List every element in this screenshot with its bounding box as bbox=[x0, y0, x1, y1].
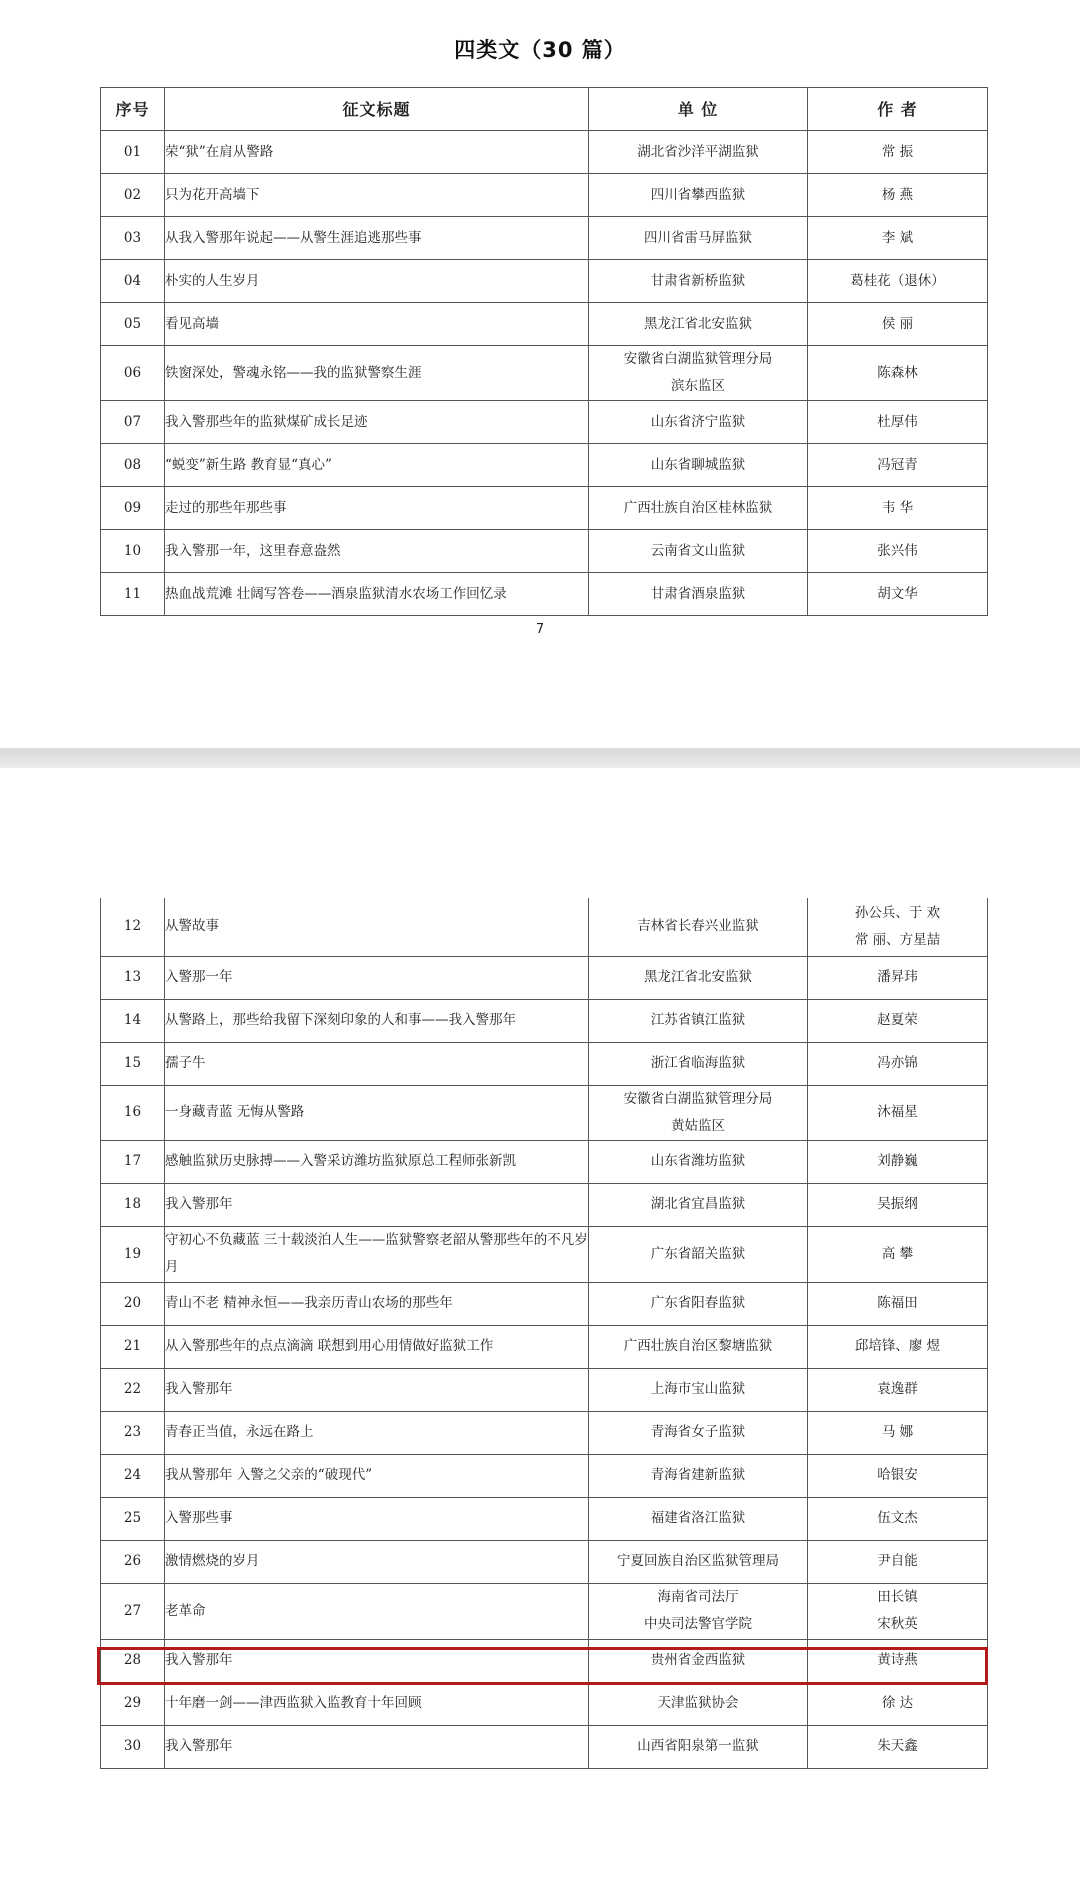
row-essay-title-cell bbox=[165, 1140, 589, 1183]
page-gap bbox=[0, 748, 1080, 768]
row-unit-cell bbox=[589, 1497, 808, 1540]
table-row bbox=[101, 401, 988, 444]
row-author: 潘昇玮 bbox=[877, 969, 918, 985]
table-row bbox=[101, 487, 988, 530]
row-author-cell bbox=[808, 1368, 988, 1411]
row-essay-title-cell bbox=[165, 1368, 589, 1411]
table-row bbox=[101, 1226, 988, 1282]
row-author-cell bbox=[808, 174, 988, 217]
row-essay-title: 青山不老 精神永恒——我亲历青山农场的那些年 bbox=[165, 1295, 453, 1311]
document-title: 四类文（30 篇） bbox=[454, 38, 626, 62]
row-author-cell bbox=[808, 444, 988, 487]
row-number-cell bbox=[101, 1325, 165, 1368]
row-unit-cell bbox=[589, 346, 808, 401]
row-essay-title: 青春正当值，永远在路上 bbox=[165, 1424, 314, 1440]
row-unit-cell bbox=[589, 530, 808, 573]
row-essay-title-cell bbox=[165, 573, 589, 616]
row-essay-title-cell bbox=[165, 487, 589, 530]
row-author: 韦 华 bbox=[881, 499, 914, 516]
row-number-cell bbox=[101, 303, 165, 346]
row-essay-title: 我从警那年 入警之父亲的“破现代” bbox=[165, 1467, 373, 1483]
row-unit: 安徽省白湖监狱管理分局 黄姑监区 bbox=[623, 1090, 773, 1134]
row-author-cell bbox=[808, 1042, 988, 1085]
row-number-cell bbox=[101, 1085, 165, 1140]
row-unit: 山东省潍坊监狱 bbox=[650, 1153, 746, 1169]
row-unit: 山西省阳泉第一监狱 bbox=[637, 1738, 759, 1754]
row-number-cell bbox=[101, 1497, 165, 1540]
row-number: 12 bbox=[123, 918, 142, 935]
row-number: 18 bbox=[123, 1196, 142, 1212]
row-number: 15 bbox=[123, 1055, 142, 1071]
row-number-cell bbox=[101, 573, 165, 616]
row-unit-cell bbox=[589, 1140, 808, 1183]
row-number-cell bbox=[101, 1368, 165, 1411]
row-author-cell bbox=[808, 1226, 988, 1282]
row-unit: 广西壮族自治区桂林监狱 bbox=[623, 499, 773, 516]
row-number-cell bbox=[101, 1282, 165, 1325]
row-unit: 海南省司法厅 中央司法警官学院 bbox=[644, 1589, 752, 1632]
row-unit-cell bbox=[589, 1085, 808, 1140]
row-essay-title-cell bbox=[165, 1183, 589, 1226]
page-number: 7 bbox=[535, 622, 545, 637]
row-unit-cell bbox=[589, 898, 808, 956]
row-author: 吴振纲 bbox=[877, 1196, 918, 1212]
row-essay-title: 我入警那年 bbox=[165, 1196, 233, 1212]
row-author: 陈福田 bbox=[877, 1295, 918, 1311]
row-number: 05 bbox=[123, 315, 142, 332]
header-no: 序号 bbox=[101, 88, 165, 131]
row-unit: 湖北省宜昌监狱 bbox=[650, 1196, 746, 1212]
row-number-cell bbox=[101, 1454, 165, 1497]
row-essay-title: 守初心不负藏蓝 三十载淡泊人生——监狱警察老韶从警那些年的不凡岁月 bbox=[165, 1232, 588, 1275]
row-number-cell bbox=[101, 1583, 165, 1639]
row-author: 徐 达 bbox=[881, 1695, 914, 1711]
row-unit-cell bbox=[589, 487, 808, 530]
row-number-cell bbox=[101, 1183, 165, 1226]
header-unit: 单 位 bbox=[589, 88, 808, 131]
row-essay-title: 我入警那年 bbox=[165, 1381, 233, 1397]
row-essay-title-cell bbox=[165, 1583, 589, 1639]
row-unit-cell bbox=[589, 1368, 808, 1411]
row-essay-title-cell bbox=[165, 346, 589, 401]
row-essay-title: 热血战荒滩 壮阔写答卷——酒泉监狱清水农场工作回忆录 bbox=[165, 585, 507, 602]
table-row bbox=[101, 1725, 988, 1768]
row-essay-title: 走过的那些年那些事 bbox=[165, 499, 287, 516]
row-number-cell bbox=[101, 346, 165, 401]
row-author-cell bbox=[808, 530, 988, 573]
row-author: 田长镇 宋秋英 bbox=[877, 1589, 918, 1632]
row-author-cell bbox=[808, 898, 988, 956]
row-number: 16 bbox=[123, 1104, 142, 1120]
row-number-cell bbox=[101, 1639, 165, 1682]
row-author: 杜厚伟 bbox=[877, 413, 918, 430]
row-unit-cell bbox=[589, 260, 808, 303]
row-essay-title-cell bbox=[165, 1497, 589, 1540]
row-unit-cell bbox=[589, 1325, 808, 1368]
row-unit: 黑龙江省北安监狱 bbox=[644, 969, 752, 985]
table-row bbox=[101, 217, 988, 260]
row-essay-title-cell bbox=[165, 1454, 589, 1497]
row-author-cell bbox=[808, 1497, 988, 1540]
row-essay-title: 荣“狱”在肩从警路 bbox=[165, 143, 274, 160]
table-row bbox=[101, 1042, 988, 1085]
row-author: 沐福星 bbox=[877, 1104, 918, 1120]
row-unit: 吉林省长春兴业监狱 bbox=[637, 918, 759, 935]
row-essay-title: 看见高墙 bbox=[165, 315, 219, 332]
table-row bbox=[101, 898, 988, 956]
row-author: 袁逸群 bbox=[877, 1381, 918, 1397]
row-author: 胡文华 bbox=[877, 585, 918, 602]
row-unit-cell bbox=[589, 573, 808, 616]
row-essay-title-cell bbox=[165, 401, 589, 444]
row-unit-cell bbox=[589, 401, 808, 444]
row-unit-cell bbox=[589, 217, 808, 260]
row-author: 孙公兵、于 欢 常 丽、方星喆 bbox=[854, 904, 941, 948]
row-number-cell bbox=[101, 444, 165, 487]
table-row bbox=[101, 346, 988, 401]
row-essay-title: 从入警那些年的点点滴滴 联想到用心用情做好监狱工作 bbox=[165, 1338, 494, 1354]
table-row bbox=[101, 174, 988, 217]
row-unit: 浙江省临海监狱 bbox=[650, 1055, 746, 1071]
row-number: 25 bbox=[123, 1510, 142, 1526]
row-number: 21 bbox=[123, 1338, 142, 1354]
row-number: 19 bbox=[123, 1245, 142, 1262]
row-unit: 湖北省沙洋平湖监狱 bbox=[637, 143, 759, 160]
row-unit-cell bbox=[589, 999, 808, 1042]
row-author: 张兴伟 bbox=[877, 542, 918, 559]
row-essay-title: 一身藏青蓝 无悔从警路 bbox=[165, 1104, 305, 1120]
row-number: 04 bbox=[123, 272, 142, 289]
row-unit: 安徽省白湖监狱管理分局 滨东监区 bbox=[623, 351, 773, 394]
row-number-cell bbox=[101, 956, 165, 999]
table-row bbox=[101, 1140, 988, 1183]
table-row bbox=[101, 1085, 988, 1140]
row-author: 杨 燕 bbox=[881, 186, 914, 203]
table-row bbox=[101, 1540, 988, 1583]
table-row bbox=[101, 1411, 988, 1454]
row-essay-title-cell bbox=[165, 898, 589, 956]
table-row bbox=[101, 1497, 988, 1540]
row-essay-title-cell bbox=[165, 1282, 589, 1325]
row-unit: 黑龙江省北安监狱 bbox=[644, 315, 752, 332]
row-unit: 上海市宝山监狱 bbox=[650, 1381, 746, 1397]
row-number-cell bbox=[101, 174, 165, 217]
row-author-cell bbox=[808, 1140, 988, 1183]
row-unit-cell bbox=[589, 174, 808, 217]
row-essay-title-cell bbox=[165, 303, 589, 346]
row-number: 30 bbox=[123, 1738, 142, 1754]
row-unit: 天津监狱协会 bbox=[657, 1695, 739, 1711]
row-essay-title: 只为花开高墙下 bbox=[165, 186, 260, 203]
row-essay-title-cell bbox=[165, 1682, 589, 1725]
table-row bbox=[101, 1682, 988, 1725]
table-row bbox=[101, 573, 988, 616]
row-unit: 四川省攀西监狱 bbox=[650, 186, 746, 203]
row-essay-title-cell bbox=[165, 131, 589, 174]
row-number: 10 bbox=[123, 542, 142, 559]
row-unit-cell bbox=[589, 1540, 808, 1583]
row-number: 17 bbox=[123, 1153, 142, 1169]
row-number-cell bbox=[101, 1042, 165, 1085]
row-author: 李 斌 bbox=[881, 229, 914, 246]
row-number: 24 bbox=[123, 1467, 142, 1483]
row-author-cell bbox=[808, 1540, 988, 1583]
row-author-cell bbox=[808, 131, 988, 174]
row-essay-title: 孺子牛 bbox=[165, 1055, 206, 1071]
row-number-cell bbox=[101, 131, 165, 174]
row-unit-cell bbox=[589, 303, 808, 346]
row-essay-title: “蜕变”新生路 教育显“真心” bbox=[165, 456, 332, 473]
table-row bbox=[101, 999, 988, 1042]
row-author-cell bbox=[808, 1583, 988, 1639]
table-row bbox=[101, 956, 988, 999]
row-unit: 甘肃省酒泉监狱 bbox=[650, 585, 746, 602]
row-number-cell bbox=[101, 1725, 165, 1768]
row-essay-title: 入警那一年 bbox=[165, 969, 233, 985]
row-essay-title: 从我入警那年说起——从警生涯追逃那些事 bbox=[165, 229, 422, 246]
row-author: 冯冠青 bbox=[877, 456, 918, 473]
table-row bbox=[101, 1183, 988, 1226]
row-author: 哈银安 bbox=[877, 1467, 918, 1483]
row-unit: 山东省济宁监狱 bbox=[650, 413, 746, 430]
row-unit-cell bbox=[589, 1042, 808, 1085]
row-number-cell bbox=[101, 1682, 165, 1725]
row-unit: 福建省洛江监狱 bbox=[650, 1510, 746, 1526]
row-essay-title-cell bbox=[165, 530, 589, 573]
row-essay-title: 入警那些事 bbox=[165, 1510, 233, 1526]
row-unit-cell bbox=[589, 956, 808, 999]
row-essay-title-cell bbox=[165, 444, 589, 487]
row-author: 尹自能 bbox=[877, 1553, 918, 1569]
table-row bbox=[101, 1282, 988, 1325]
row-unit-cell bbox=[589, 444, 808, 487]
table-row bbox=[101, 530, 988, 573]
row-unit: 广东省阳春监狱 bbox=[650, 1295, 746, 1311]
row-essay-title: 激情燃烧的岁月 bbox=[165, 1553, 260, 1569]
row-number: 13 bbox=[123, 969, 142, 985]
row-author: 冯亦锦 bbox=[877, 1055, 918, 1071]
row-essay-title-cell bbox=[165, 1725, 589, 1768]
row-essay-title-cell bbox=[165, 174, 589, 217]
row-essay-title: 老革命 bbox=[165, 1602, 206, 1619]
row-number: 26 bbox=[123, 1553, 142, 1569]
table-row bbox=[101, 260, 988, 303]
row-unit-cell bbox=[589, 1682, 808, 1725]
row-author: 常 振 bbox=[881, 143, 914, 160]
row-author: 黄诗燕 bbox=[877, 1652, 918, 1668]
row-essay-title-cell bbox=[165, 1325, 589, 1368]
row-author-cell bbox=[808, 1639, 988, 1682]
row-unit: 广西壮族自治区黎塘监狱 bbox=[623, 1338, 773, 1354]
row-essay-title: 从警路上，那些给我留下深刻印象的人和事——我入警那年 bbox=[165, 1012, 516, 1028]
row-number-cell bbox=[101, 1411, 165, 1454]
row-author-cell bbox=[808, 1085, 988, 1140]
row-unit: 贵州省金西监狱 bbox=[650, 1652, 746, 1668]
row-unit: 青海省女子监狱 bbox=[650, 1424, 746, 1440]
row-unit-cell bbox=[589, 1411, 808, 1454]
row-unit-cell bbox=[589, 1183, 808, 1226]
row-unit-cell bbox=[589, 1282, 808, 1325]
row-essay-title: 我入警那年 bbox=[165, 1738, 233, 1754]
header-title: 征文标题 bbox=[165, 88, 589, 131]
table-row bbox=[101, 1325, 988, 1368]
row-unit-cell bbox=[589, 1226, 808, 1282]
row-essay-title: 从警故事 bbox=[165, 918, 219, 935]
row-unit: 江苏省镇江监狱 bbox=[650, 1012, 746, 1028]
row-essay-title-cell bbox=[165, 1639, 589, 1682]
row-number-cell bbox=[101, 401, 165, 444]
row-author: 马 娜 bbox=[881, 1424, 914, 1440]
row-author: 邱培锋、廖 煜 bbox=[854, 1338, 941, 1354]
row-unit-cell bbox=[589, 1725, 808, 1768]
row-author-cell bbox=[808, 260, 988, 303]
row-essay-title-cell bbox=[165, 260, 589, 303]
row-essay-title: 铁窗深处，警魂永铭——我的监狱警察生涯 bbox=[165, 364, 422, 381]
row-unit-cell bbox=[589, 131, 808, 174]
row-essay-title: 我入警那些年的监狱煤矿成长足迹 bbox=[165, 413, 368, 430]
row-author: 赵夏荣 bbox=[877, 1012, 918, 1028]
row-number: 23 bbox=[123, 1424, 142, 1440]
row-number: 20 bbox=[123, 1295, 142, 1311]
table-row bbox=[101, 131, 988, 174]
row-essay-title-cell bbox=[165, 1226, 589, 1282]
row-number-cell bbox=[101, 217, 165, 260]
row-unit-cell bbox=[589, 1454, 808, 1497]
row-essay-title-cell bbox=[165, 999, 589, 1042]
row-author-cell bbox=[808, 346, 988, 401]
row-unit: 山东省聊城监狱 bbox=[650, 456, 746, 473]
row-author: 侯 丽 bbox=[881, 315, 914, 332]
row-number: 03 bbox=[123, 229, 142, 246]
row-number: 09 bbox=[123, 499, 142, 516]
row-author-cell bbox=[808, 1725, 988, 1768]
row-number: 22 bbox=[123, 1381, 142, 1397]
row-essay-title-cell bbox=[165, 1411, 589, 1454]
row-author-cell bbox=[808, 401, 988, 444]
row-author-cell bbox=[808, 1183, 988, 1226]
row-unit: 宁夏回族自治区监狱管理局 bbox=[617, 1553, 779, 1569]
row-author: 刘静巍 bbox=[877, 1153, 918, 1169]
row-essay-title-cell bbox=[165, 1042, 589, 1085]
table-row bbox=[101, 1583, 988, 1639]
essay-table-page-1 bbox=[100, 87, 988, 616]
row-author: 朱天鑫 bbox=[877, 1738, 918, 1754]
row-number: 14 bbox=[123, 1012, 142, 1028]
row-author-cell bbox=[808, 1682, 988, 1725]
row-number: 29 bbox=[123, 1695, 142, 1711]
row-number-cell bbox=[101, 999, 165, 1042]
table-row bbox=[101, 1639, 988, 1682]
row-number: 01 bbox=[123, 143, 142, 160]
row-unit: 云南省文山监狱 bbox=[650, 542, 746, 559]
row-number-cell bbox=[101, 1540, 165, 1583]
row-number-cell bbox=[101, 898, 165, 956]
row-unit: 甘肃省新桥监狱 bbox=[650, 272, 746, 289]
row-author: 陈森林 bbox=[877, 364, 918, 381]
row-number-cell bbox=[101, 530, 165, 573]
row-unit-cell bbox=[589, 1583, 808, 1639]
row-number: 11 bbox=[123, 585, 142, 602]
row-number: 08 bbox=[123, 456, 142, 473]
row-essay-title: 我入警那一年，这里春意盎然 bbox=[165, 542, 341, 559]
row-author: 高 攀 bbox=[881, 1245, 914, 1262]
row-unit: 四川省雷马屏监狱 bbox=[644, 229, 752, 246]
row-author-cell bbox=[808, 573, 988, 616]
row-author-cell bbox=[808, 217, 988, 260]
row-number: 27 bbox=[123, 1602, 142, 1619]
essay-table-page-2 bbox=[100, 898, 988, 1769]
table-header-row bbox=[101, 88, 988, 131]
header-author: 作 者 bbox=[808, 88, 988, 131]
row-author-cell bbox=[808, 1282, 988, 1325]
row-essay-title: 朴实的人生岁月 bbox=[165, 272, 260, 289]
row-author-cell bbox=[808, 1454, 988, 1497]
row-author: 伍文杰 bbox=[877, 1510, 918, 1526]
row-essay-title-cell bbox=[165, 217, 589, 260]
row-author: 葛桂花（退休） bbox=[850, 272, 945, 289]
row-number-cell bbox=[101, 1140, 165, 1183]
row-number: 06 bbox=[123, 364, 142, 381]
row-essay-title: 感触监狱历史脉搏——入警采访潍坊监狱原总工程师张新凯 bbox=[165, 1153, 516, 1169]
row-essay-title-cell bbox=[165, 1540, 589, 1583]
document-page-1 bbox=[0, 0, 1080, 748]
row-number: 07 bbox=[123, 413, 142, 430]
table-row bbox=[101, 1454, 988, 1497]
table-row bbox=[101, 303, 988, 346]
document-page-2 bbox=[0, 768, 1080, 1890]
table-row bbox=[101, 1368, 988, 1411]
row-unit: 广东省韶关监狱 bbox=[650, 1245, 746, 1262]
row-number: 28 bbox=[123, 1652, 142, 1668]
row-author-cell bbox=[808, 999, 988, 1042]
row-number-cell bbox=[101, 1226, 165, 1282]
row-author-cell bbox=[808, 1411, 988, 1454]
row-author-cell bbox=[808, 487, 988, 530]
row-essay-title-cell bbox=[165, 1085, 589, 1140]
row-unit: 青海省建新监狱 bbox=[650, 1467, 746, 1483]
row-author-cell bbox=[808, 956, 988, 999]
row-number-cell bbox=[101, 260, 165, 303]
row-number-cell bbox=[101, 487, 165, 530]
row-number: 02 bbox=[123, 186, 142, 203]
row-author-cell bbox=[808, 1325, 988, 1368]
row-essay-title: 十年磨一剑——津西监狱入监教育十年回顾 bbox=[165, 1695, 422, 1711]
row-author-cell bbox=[808, 303, 988, 346]
row-essay-title-cell bbox=[165, 956, 589, 999]
table-row bbox=[101, 444, 988, 487]
row-essay-title: 我入警那年 bbox=[165, 1652, 233, 1668]
row-unit-cell bbox=[589, 1639, 808, 1682]
